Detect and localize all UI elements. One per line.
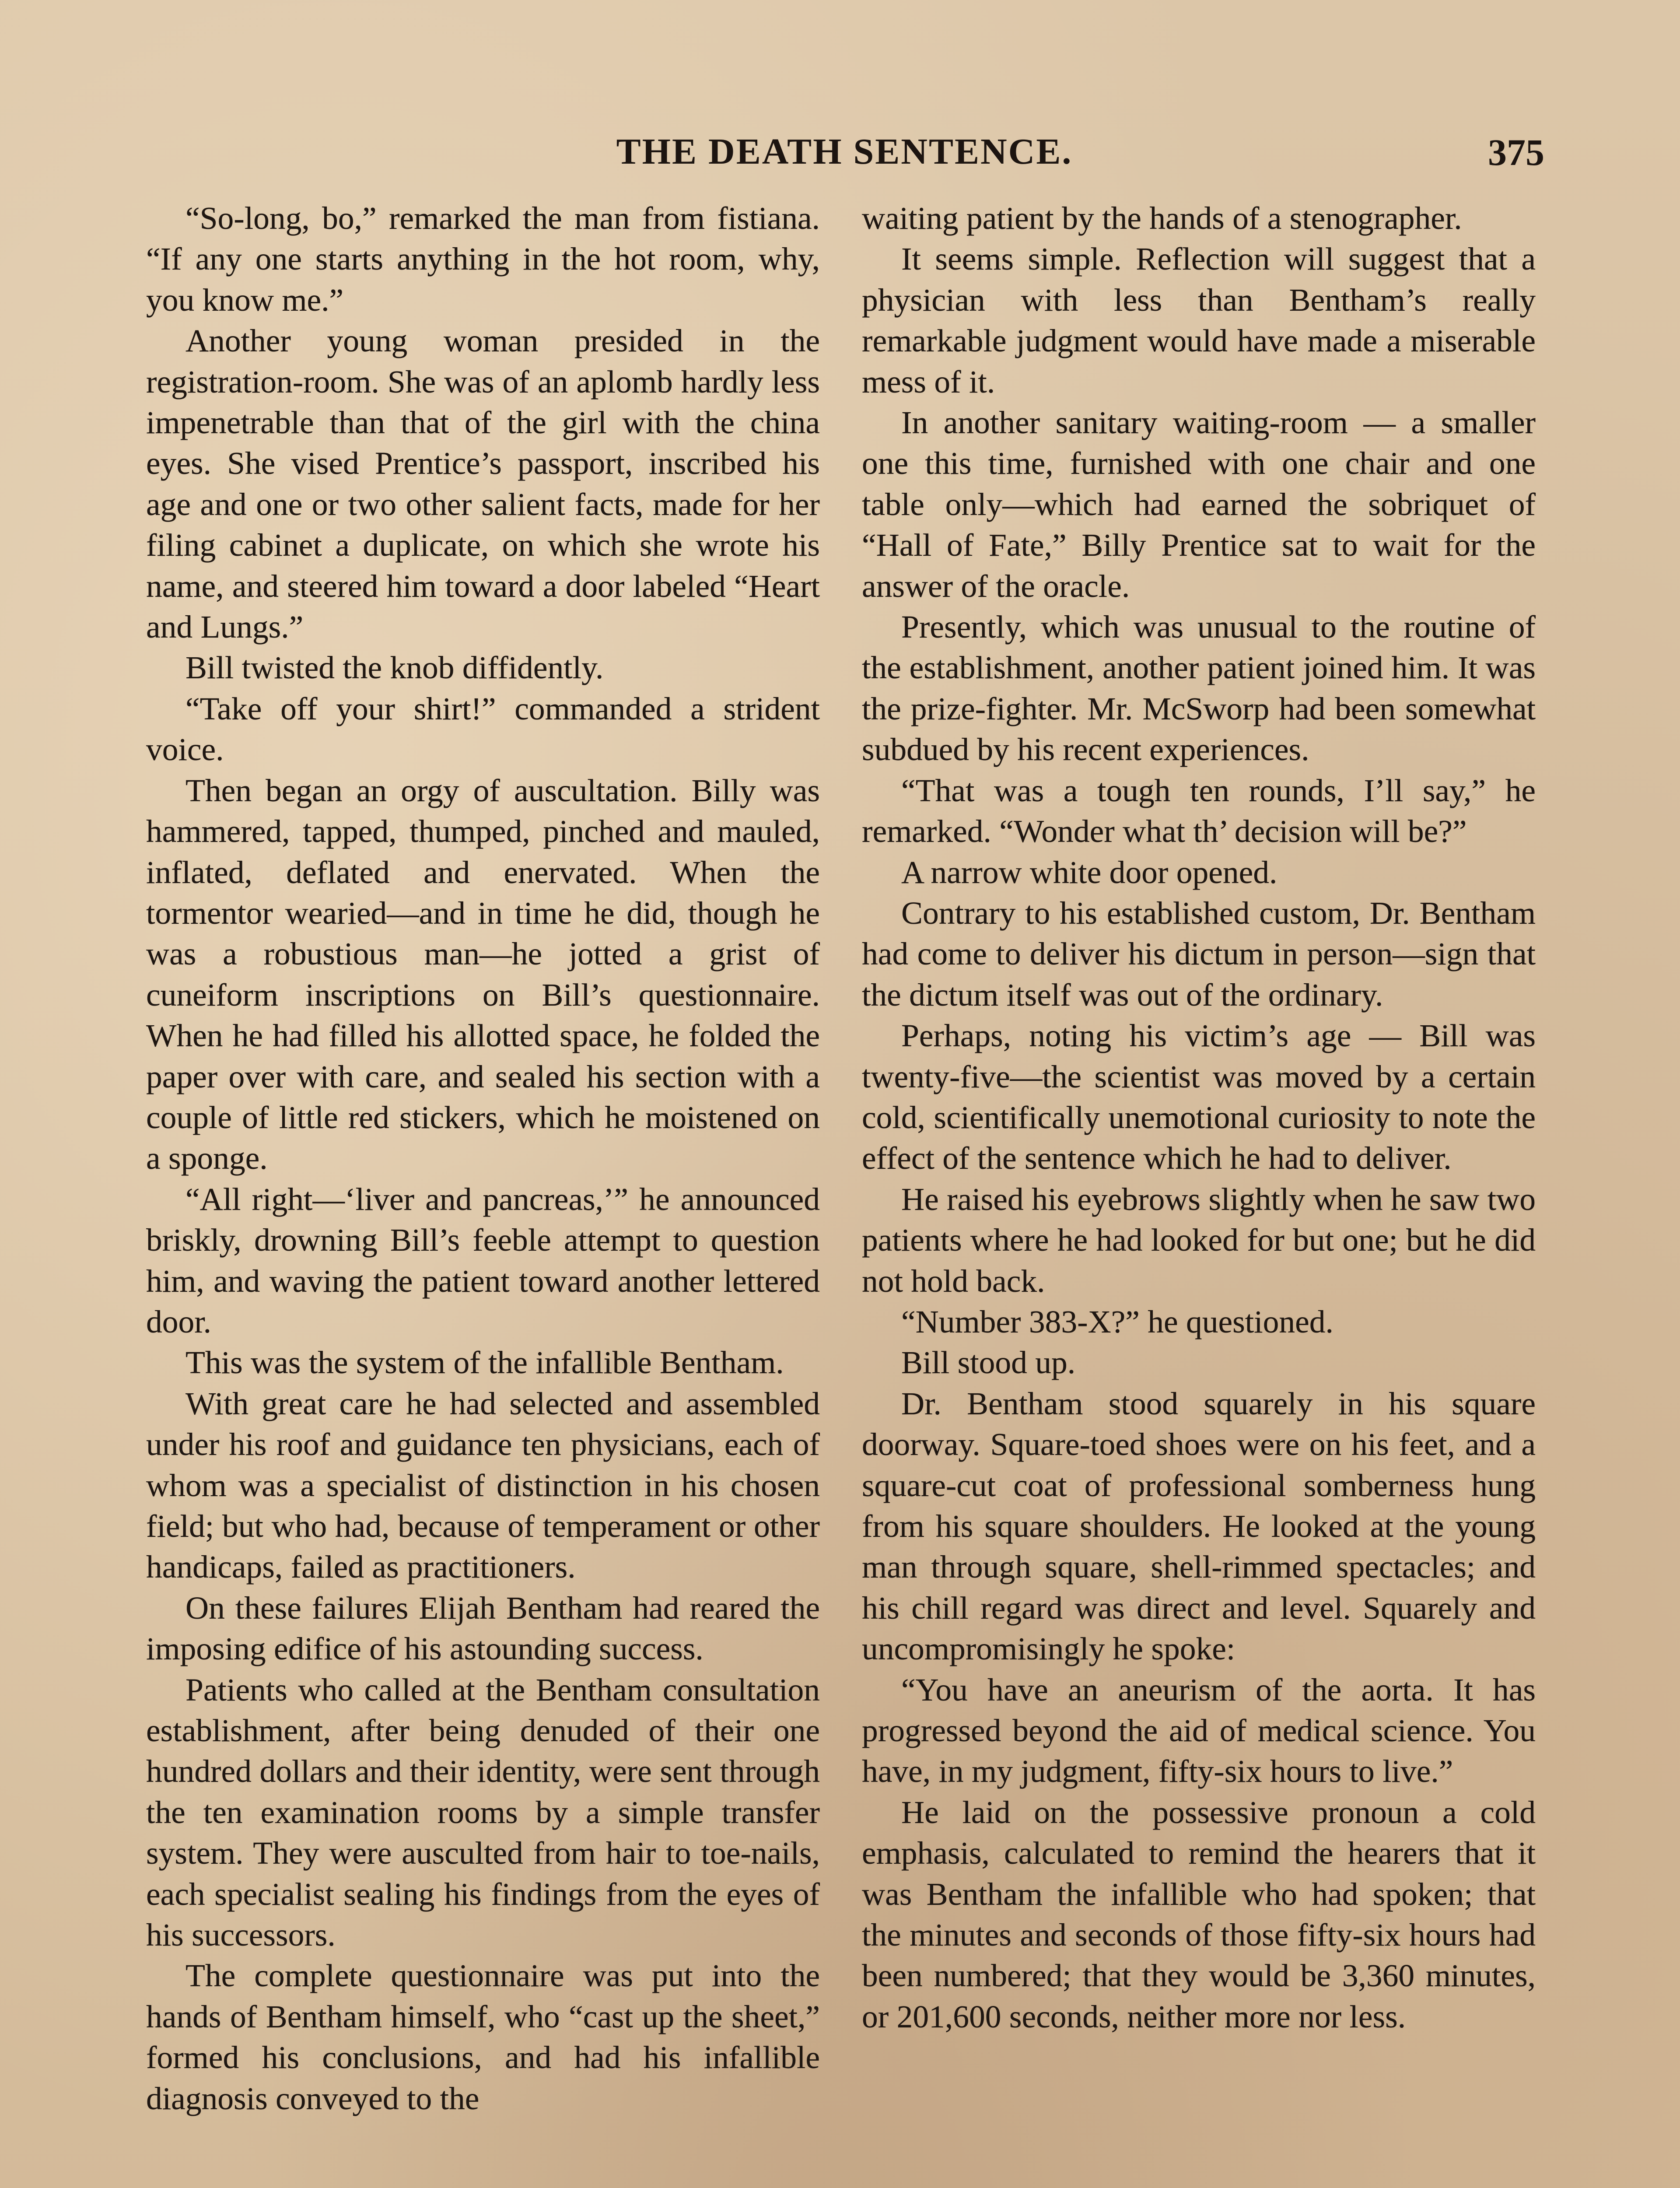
- paragraph: Bill stood up.: [901, 1345, 1076, 1381]
- paragraph: This was the system of the infallible Bentham.: [186, 1345, 784, 1381]
- running-title: THE DEATH SENTENCE.: [616, 131, 1073, 172]
- paragraph: Perhaps, noting his victim’s age — Bill was twenty-five—the scientist was moved by a certain cold, scientifically unemotional curiosity to note the effect of the sentence which he had to deliver.: [862, 1018, 1536, 1176]
- paragraph: Presently, which was unusual to the routine of the establishment, another patient joined him. It was the prize-fighter. Mr. McSworp had been somewhat subdued by his recent experiences.: [862, 609, 1536, 768]
- left-column: [146, 198, 820, 2119]
- paragraph: “Number 383-X?” he questioned.: [901, 1304, 1334, 1339]
- paragraph: Another young woman presided in the registration-room. She was of an aplomb hardly less impenetrable than that of the girl with the china eyes. She vised Prentice’s passport, inscribed his age and one or two other salient facts, made for her filing cabinet a duplicate, on which she wrote his name, and steered him toward a door labeled “Heart and Lungs.”: [146, 323, 820, 645]
- right-column: [862, 198, 1536, 2037]
- paragraph: Bill twisted the knob diffidently.: [186, 650, 604, 686]
- paragraph: “So-long, bo,” remarked the man from fistiana. “If any one starts anything in the hot room, why, you know me.”: [146, 200, 820, 318]
- paragraph: Contrary to his established custom, Dr. Bentham had come to deliver his dictum in person—sign that the dictum itself was out of the ordinary.: [862, 895, 1536, 1013]
- paragraph: “Take off your shirt!” commanded a strident voice.: [146, 691, 820, 768]
- paragraph: “That was a tough ten rounds, I’ll say,” he remarked. “Wonder what th’ decision will be?”: [862, 772, 1536, 849]
- page-header: [144, 130, 1544, 179]
- paragraph: A narrow white door opened.: [901, 854, 1278, 890]
- paragraph: On these failures Elijah Bentham had reared the imposing edifice of his astounding success.: [146, 1590, 820, 1667]
- paragraph: “You have an aneurism of the aorta. It has progressed beyond the aid of medical science. You have, in my judgment, fifty-six hours to live.”: [862, 1672, 1536, 1789]
- paragraph: Patients who called at the Bentham consultation establishment, after being denuded of their one hundred dollars and their identity, were sent through the ten examination rooms by a simple transfer system. They were ausculted from hair to toe-nails, each specialist sealing his findings from the eyes of his successors.: [146, 1672, 820, 1953]
- paragraph: He raised his eyebrows slightly when he saw two patients where he had looked for but one; but he did not hold back.: [862, 1181, 1536, 1299]
- paragraph: In another sanitary waiting-room — a smaller one this time, furnished with one chair and one table only—which had earned the sobriquet of “Hall of Fate,” Billy Prentice sat to wait for the answer of the oracle.: [862, 405, 1536, 604]
- paragraph: The complete questionnaire was put into the hands of Bentham himself, who “cast up the sheet,” formed his conclusions, and had his infallible diagnosis conveyed to the: [146, 1958, 820, 2116]
- paragraph: Dr. Bentham stood squarely in his square doorway. Square-toed shoes were on his feet, and a square-cut coat of professional somberness hung from his square shoulders. He looked at the young man through square, shell-rimmed spectacles; and his chill regard was direct and level. Squarely and uncompromisingly he spoke:: [862, 1385, 1536, 1667]
- page-number: 375: [1488, 131, 1544, 173]
- paragraph-continued: waiting patient by the hands of a stenographer.: [862, 200, 1462, 236]
- paragraph: “All right—‘liver and pancreas,’” he announced briskly, drowning Bill’s feeble attempt to question him, and waving the patient toward another lettered door.: [146, 1181, 820, 1339]
- paragraph: He laid on the possessive pronoun a cold emphasis, calculated to remind the hearers that it was Bentham the infallible who had spoken; that the minutes and seconds of those fifty-six hours had been numbered; that they would be 3,360 minutes, or 201,600 seconds, neither more nor less.: [862, 1794, 1536, 2034]
- paragraph: Then began an orgy of auscultation. Billy was hammered, tapped, thumped, pinched and mauled, inflated, deflated and enervated. When the tormentor wearied—and in time he did, though he was a robustious man—he jotted a grist of cuneiform inscriptions on Bill’s questionnaire. When he had filled his allotted space, he folded the paper over with care, and sealed his section with a couple of little red stickers, which he moistened on a sponge.: [146, 772, 820, 1176]
- paragraph: It seems simple. Reflection will suggest that a physician with less than Bentham’s really remarkable judgment would have made a miserable mess of it.: [862, 241, 1536, 400]
- paragraph: With great care he had selected and assembled under his roof and guidance ten physicians, each of whom was a specialist of distinction in his chosen field; but who had, because of temperament or other handicaps, failed as practitioners.: [146, 1385, 820, 1585]
